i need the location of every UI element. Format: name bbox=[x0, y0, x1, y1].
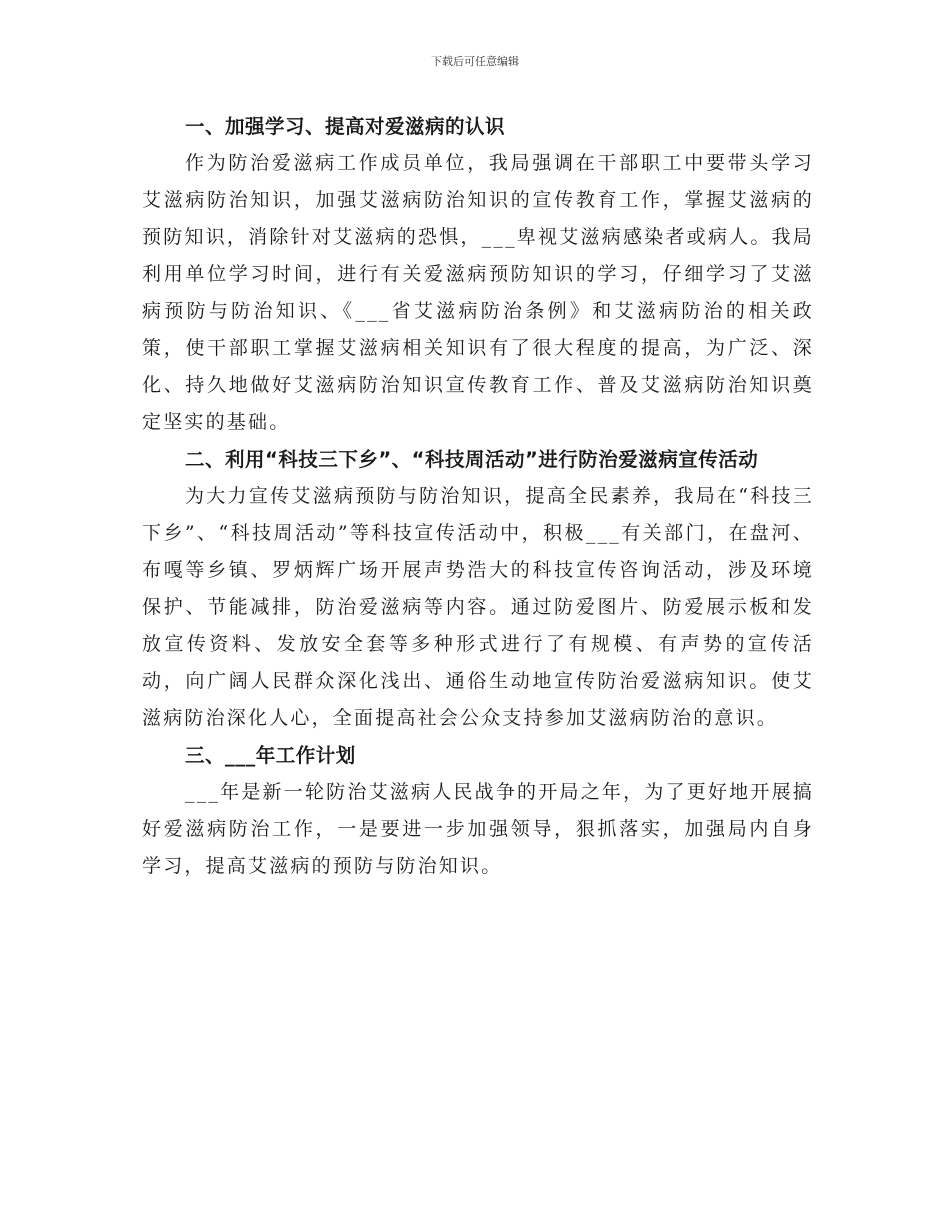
section-heading: 二、利用“科技三下乡”、“科技周活动”进行防治爱滋病宣传活动 bbox=[185, 448, 759, 471]
section-heading: 三、___年工作计划 bbox=[185, 744, 356, 767]
section-2 bbox=[142, 441, 814, 737]
section-paragraph: 作为防治爱滋病工作成员单位，我局强调在干部职工中要带头学习艾滋病防治知识，加强艾滋病防治知识的宣传教育工作，掌握艾滋病的预防知识，消除针对艾滋病的恐惧，___卑视艾滋病感染者或病人。我局利用单位学习时间，进行有关爱滋病预防知识的学习，仔细学习了艾滋病预防与防治知识、《___省艾滋病防治条例》和艾滋病防治的相关政策，使干部职工掌握艾滋病相关知识有了很大程度的提高，为广泛、深化、持久地做好艾滋病防治知识宣传教育工作、普及艾滋病防治知识奠定坚实的基础。 bbox=[142, 152, 814, 433]
header-note: 下载后可任意编辑 bbox=[431, 55, 519, 68]
section-1 bbox=[142, 108, 814, 441]
section-3 bbox=[142, 737, 814, 885]
section-paragraph: ___年是新一轮防治艾滋病人民战争的开局之年，为了更好地开展搞好爱滋病防治工作，一是要进一步加强领导，狠抓落实，加强局内自身学习，提高艾滋病的预防与防治知识。 bbox=[142, 781, 814, 877]
document-body bbox=[142, 108, 814, 885]
section-heading: 一、加强学习、提高对爱滋病的认识 bbox=[185, 115, 506, 138]
section-paragraph: 为大力宣传艾滋病预防与防治知识，提高全民素养，我局在“科技三下乡”、“科技周活动”等科技宣传活动中，积极___有关部门，在盘河、布嘎等乡镇、罗炳辉广场开展声势浩大的科技宣传咨询活动，涉及环境保护、节能减排，防治爱滋病等内容。通过防爱图片、防爱展示板和发放宣传资料、发放安全套等多种形式进行了有规模、有声势的宣传活动，向广阔人民群众深化浅出、通俗生动地宣传防治爱滋病知识。使艾滋病防治深化人心，全面提高社会公众支持参加艾滋病防治的意识。 bbox=[142, 485, 814, 729]
